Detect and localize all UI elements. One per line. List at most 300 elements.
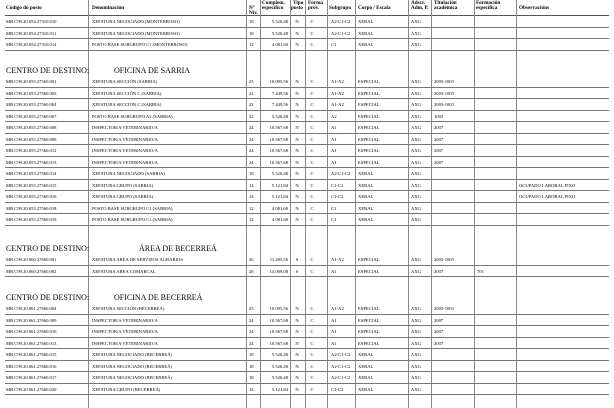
cell-tipo: N bbox=[295, 159, 299, 165]
cell-codigo: MR.C99.20.055.27560.012 bbox=[6, 148, 57, 153]
cell-forma: C bbox=[310, 90, 314, 96]
section-name: ÁREA DE BECERREÁ bbox=[139, 244, 217, 253]
table-row bbox=[0, 145, 614, 157]
cell-nivel: 18 bbox=[249, 19, 254, 24]
cell-nivel: 25 bbox=[249, 79, 254, 84]
cell-subgrupo: A2-C1-C2 bbox=[331, 171, 351, 176]
cell-complemento: 10.567,68 bbox=[269, 340, 288, 346]
cell-corpo: XERAL bbox=[358, 30, 374, 36]
cell-forma: C bbox=[310, 102, 314, 107]
cell-tipo: N bbox=[295, 148, 299, 153]
cell-nivel: 24 bbox=[249, 340, 254, 346]
header-formacion-2: específica bbox=[476, 5, 498, 11]
table-row bbox=[0, 180, 614, 192]
cell-codigo: MR.C99.20.061.27660.004 bbox=[6, 306, 57, 311]
cell-complemento: 4.081,60 bbox=[271, 42, 288, 47]
cell-complemento: 5.121,84 bbox=[271, 194, 288, 199]
cell-complemento: 7.449,56 bbox=[271, 90, 288, 96]
cell-nivel: 24 bbox=[249, 329, 254, 334]
table-row bbox=[0, 168, 614, 180]
table-row bbox=[0, 76, 614, 88]
cell-complemento: 10.567,68 bbox=[269, 125, 288, 130]
cell-tipo: N bbox=[295, 30, 299, 36]
cell-forma: C bbox=[310, 113, 314, 119]
cell-codigo: MR.C99.20.055.27560.013 bbox=[6, 159, 57, 165]
table-row bbox=[0, 384, 614, 396]
cell-nivel: 24 bbox=[249, 148, 254, 153]
cell-corpo: ESPECIAL bbox=[358, 136, 380, 142]
cell-complemento: 10.567,68 bbox=[269, 136, 288, 142]
cell-subgrupo: A1-A2 bbox=[331, 257, 344, 262]
cell-adscr: AXG bbox=[411, 205, 421, 211]
cell-titulacion: 2007 bbox=[434, 148, 444, 153]
cell-tipo: N bbox=[295, 194, 299, 199]
table-row bbox=[0, 326, 614, 338]
cell-complemento: 4.081,60 bbox=[271, 205, 288, 211]
cell-nivel: 24 bbox=[249, 125, 254, 130]
cell-complemento: 7.449,56 bbox=[271, 102, 288, 107]
cell-nivel: 18 bbox=[249, 352, 254, 357]
cell-codigo: MR.C99.20.055.27560.019 bbox=[6, 217, 57, 222]
cell-forma: C bbox=[310, 159, 314, 165]
cell-adscr: AXG bbox=[411, 363, 421, 369]
cell-subgrupo: C1-C2 bbox=[331, 194, 344, 199]
cell-tipo: S bbox=[295, 257, 299, 262]
cell-forma: C bbox=[310, 386, 314, 392]
cell-complemento: 5.526,48 bbox=[271, 171, 288, 176]
cell-nivel: 22 bbox=[249, 102, 254, 107]
table-row bbox=[0, 39, 614, 51]
cell-adscr: AXG bbox=[411, 113, 421, 119]
cell-forma: C bbox=[310, 171, 314, 176]
cell-codigo: MR.C99.20.055.27560.015 bbox=[6, 182, 57, 188]
cell-corpo: XERAL bbox=[358, 19, 374, 24]
cell-forma: C bbox=[310, 268, 314, 274]
cell-subgrupo: A1 bbox=[331, 329, 337, 334]
table-row bbox=[0, 88, 614, 100]
row-rule bbox=[5, 225, 609, 226]
cell-tipo: N bbox=[295, 340, 299, 346]
cell-denominacion: POSTO BASE SUBGRUPO C1 (SARRIA) bbox=[92, 217, 173, 222]
cell-subgrupo: A2 bbox=[331, 113, 337, 119]
header-nivel-1: Nº bbox=[249, 5, 255, 11]
cell-adscr: AXG bbox=[411, 90, 421, 96]
cell-codigo: MR.C99.20.061.27660.010 bbox=[6, 329, 57, 334]
cell-subgrupo: A2-C1-C2 bbox=[331, 19, 351, 24]
cell-denominacion: XEFATURA SECCIÓN (SARRIA) bbox=[92, 79, 158, 84]
table-row bbox=[0, 266, 614, 278]
cell-adscr: AXG bbox=[411, 30, 421, 36]
cell-codigo: MR.C99.20.061.27660.017 bbox=[6, 375, 57, 380]
cell-nivel: 18 bbox=[249, 30, 254, 36]
cell-corpo: ESPECIAL bbox=[358, 317, 380, 323]
cell-subgrupo: C1 bbox=[331, 217, 337, 222]
cell-titulacion: 1003 bbox=[434, 113, 444, 119]
cell-corpo: ESPECIAL bbox=[358, 268, 380, 274]
cell-adscr: AXG bbox=[411, 171, 421, 176]
cell-forma: C bbox=[310, 306, 314, 311]
header-titulacion-2: académica bbox=[434, 5, 458, 11]
cell-denominacion: XEFATURA NEGOCIADO (MONTERROSO) bbox=[92, 30, 180, 36]
cell-nivel: 14 bbox=[249, 194, 254, 199]
cell-nivel: 24 bbox=[249, 159, 254, 165]
cell-adscr: AXG bbox=[411, 375, 421, 380]
cell-forma: C bbox=[310, 340, 314, 346]
table-row bbox=[0, 372, 614, 384]
header-tipo-2: posto bbox=[291, 5, 303, 11]
cell-denominacion: XEFATURA SECCIÓN C (SARRIA) bbox=[92, 90, 162, 96]
cell-complemento: 5.526,48 bbox=[271, 352, 288, 357]
cell-nivel: 24 bbox=[249, 136, 254, 142]
cell-forma: C bbox=[310, 30, 314, 36]
cell-forma: C bbox=[310, 182, 314, 188]
cell-codigo: MR.C99.20.055.27560.014 bbox=[6, 171, 57, 176]
cell-nivel: 12 bbox=[249, 217, 254, 222]
cell-subgrupo: A1-A2 bbox=[331, 90, 344, 96]
cell-corpo: XERAL bbox=[358, 194, 374, 199]
cell-forma: C bbox=[310, 217, 314, 222]
cell-forma: C bbox=[310, 205, 314, 211]
header-complemento-2: específico bbox=[262, 5, 284, 11]
header-corpo: Corpo / Escala bbox=[358, 5, 391, 11]
table-row bbox=[0, 99, 614, 111]
cell-denominacion: XEFATURA SECCIÓN C (SARRIA) bbox=[92, 102, 162, 107]
cell-forma: C bbox=[310, 19, 314, 24]
section-label: CENTRO DE DESTINO: bbox=[6, 244, 90, 253]
cell-complemento: 5.526,48 bbox=[271, 30, 288, 36]
cell-adscr: AXG bbox=[411, 159, 421, 165]
cell-subgrupo: A1 bbox=[331, 125, 337, 130]
cell-complemento: 10.095,56 bbox=[269, 306, 288, 311]
cell-forma: C bbox=[310, 148, 314, 153]
header-complemento-1: Complem. bbox=[262, 0, 285, 6]
cell-subgrupo: C1-C2 bbox=[331, 182, 344, 188]
cell-nivel: 18 bbox=[249, 171, 254, 176]
cell-subgrupo: A1 bbox=[331, 268, 337, 274]
cell-codigo: MR.C99.20.054.27310.011 bbox=[6, 30, 57, 36]
cell-complemento: 10.095,56 bbox=[269, 79, 288, 84]
cell-adscr: AXG bbox=[411, 79, 421, 84]
cell-tipo: N bbox=[295, 90, 299, 96]
cell-titulacion: 2007 bbox=[434, 159, 444, 165]
cell-subgrupo: A1-A2 bbox=[331, 102, 344, 107]
cell-titulacion: 2003-1003 bbox=[434, 79, 454, 84]
cell-denominacion: XEFATURA NEGOCIADO (BECERREÁ) bbox=[92, 363, 173, 369]
cell-denominacion: INSPECTOR/A VETERINARIO/A bbox=[92, 340, 158, 346]
cell-complemento: 5.121,84 bbox=[271, 182, 288, 188]
cell-codigo: MR.C99.20.060.27660.002 bbox=[6, 268, 57, 274]
cell-denominacion: XEFATURA GRUPO (BECERREÁ) bbox=[92, 386, 161, 392]
cell-codigo: MR.C99.20.055.27560.008 bbox=[6, 125, 57, 130]
cell-nivel: 12 bbox=[249, 42, 254, 47]
section-name: OFICINA DE BECERREÁ bbox=[114, 293, 203, 302]
cell-codigo: MR.C99.20.061.27660.015 bbox=[6, 352, 57, 357]
cell-tipo: N bbox=[295, 102, 299, 107]
table-row bbox=[0, 361, 614, 373]
cell-corpo: ESPECIAL bbox=[358, 306, 380, 311]
cell-corpo: XERAL bbox=[358, 171, 374, 176]
cell-complemento: 11.285,56 bbox=[269, 257, 288, 262]
cell-denominacion: XEFATURA GRUPO (SARRIA) bbox=[92, 182, 154, 188]
cell-nivel: 26 bbox=[249, 268, 254, 274]
table-row bbox=[0, 338, 614, 350]
cell-corpo: XERAL bbox=[358, 363, 374, 369]
cell-nivel: 14 bbox=[249, 182, 254, 188]
cell-tipo: N bbox=[295, 386, 299, 392]
cell-adscr: AXG bbox=[411, 257, 421, 262]
cell-complemento: 5.526,48 bbox=[271, 375, 288, 380]
section-name: OFICINA DE SARRIA bbox=[114, 66, 191, 75]
cell-forma: C bbox=[310, 317, 314, 323]
cell-subgrupo: C1 bbox=[331, 42, 337, 47]
cell-tipo: N bbox=[295, 125, 299, 130]
cell-codigo: MR.C99.20.061.27660.016 bbox=[6, 363, 57, 369]
cell-denominacion: INSPECTOR/A VETERINARIO/A bbox=[92, 317, 158, 323]
cell-subgrupo: C1-C2 bbox=[331, 386, 344, 392]
cell-adscr: AXG bbox=[411, 148, 421, 153]
cell-titulacion: 2007 bbox=[434, 125, 444, 130]
cell-denominacion: POSTO BASE SUBGRUPO C1 (SARRIA) bbox=[92, 205, 173, 211]
header-subgrupo: Subgrupo bbox=[329, 5, 351, 11]
cell-complemento: 10.567,68 bbox=[269, 317, 288, 323]
cell-denominacion: XEFATURA GRUPO (SARRIA) bbox=[92, 194, 154, 199]
cell-denominacion: XEFATURA NEGOCIADO (SARRIA) bbox=[92, 171, 165, 176]
cell-codigo: MR.C99.20.055.27560.004 bbox=[6, 102, 57, 107]
cell-codigo: MR.C99.20.055.27560.003 bbox=[6, 90, 57, 96]
cell-denominacion: INSPECTOR/A VETERINARIO/A bbox=[92, 136, 158, 142]
cell-nivel: 18 bbox=[249, 363, 254, 369]
cell-subgrupo: A1 bbox=[331, 317, 337, 323]
cell-adscr: AXG bbox=[411, 217, 421, 222]
cell-denominacion: POSTO BASE SUBGRUPO A2 (SARRIA) bbox=[92, 113, 173, 119]
cell-titulacion: 2007 bbox=[434, 329, 444, 334]
cell-tipo: N bbox=[295, 306, 299, 311]
cell-tipo: N bbox=[295, 79, 299, 84]
cell-corpo: ESPECIAL bbox=[358, 257, 380, 262]
cell-forma: C bbox=[310, 329, 314, 334]
cell-adscr: AXG bbox=[411, 386, 421, 392]
cell-corpo: ESPECIAL bbox=[358, 79, 380, 84]
header-adscr-2: Adm. P. bbox=[411, 5, 429, 11]
cell-titulacion: 2003-1003 bbox=[434, 90, 454, 96]
cell-adscr: AXG bbox=[411, 42, 421, 47]
cell-nivel: 25 bbox=[249, 306, 254, 311]
table-row bbox=[0, 254, 614, 266]
cell-codigo: MR.C99.20.055.27560.018 bbox=[6, 205, 57, 211]
cell-titulacion: 2007 bbox=[434, 317, 444, 323]
cell-complemento: 10.567,68 bbox=[269, 329, 288, 334]
cell-codigo: MR.C99.20.061.27660.020 bbox=[6, 386, 57, 392]
cell-forma: C bbox=[310, 42, 314, 47]
cell-corpo: ESPECIAL bbox=[358, 113, 380, 119]
cell-adscr: AXG bbox=[411, 317, 421, 323]
table-row bbox=[0, 214, 614, 226]
cell-corpo: XERAL bbox=[358, 205, 374, 211]
cell-denominacion: XEFATURA NEGOCIADO (MONTERROSO) bbox=[92, 19, 180, 24]
cell-nivel: 14 bbox=[249, 386, 254, 392]
cell-tipo: S bbox=[295, 268, 299, 274]
cell-denominacion: INSPECTOR/A VETERINARIO/A bbox=[92, 125, 158, 130]
cell-subgrupo: A1 bbox=[331, 136, 337, 142]
cell-adscr: AXG bbox=[411, 125, 421, 130]
cell-codigo: MR.C99.20.055.27560.016 bbox=[6, 194, 57, 199]
cell-denominacion: POSTO BASE SUBGRUPO C1 (MONTERROSO) bbox=[92, 42, 188, 47]
cell-subgrupo: A2-C1-C2 bbox=[331, 375, 351, 380]
cell-complemento: 5.526,48 bbox=[271, 19, 288, 24]
cell-forma: C bbox=[310, 257, 314, 262]
cell-denominacion: INSPECTOR/A VETERINARIO/A bbox=[92, 159, 158, 165]
cell-corpo: ESPECIAL bbox=[358, 90, 380, 96]
cell-adscr: AXG bbox=[411, 194, 421, 199]
table-row bbox=[0, 349, 614, 361]
cell-corpo: ESPECIAL bbox=[358, 159, 380, 165]
cell-subgrupo: A2-C1-C2 bbox=[331, 363, 351, 369]
cell-corpo: XERAL bbox=[358, 375, 374, 380]
cell-adscr: AXG bbox=[411, 329, 421, 334]
cell-forma: C bbox=[310, 194, 314, 199]
cell-corpo: ESPECIAL bbox=[358, 125, 380, 130]
cell-subgrupo: C1 bbox=[331, 205, 337, 211]
cell-titulacion: 2003-1003 bbox=[434, 306, 454, 311]
table-row bbox=[0, 16, 614, 28]
cell-nivel: 22 bbox=[249, 113, 254, 119]
cell-tipo: N bbox=[295, 363, 299, 369]
cell-corpo: XERAL bbox=[358, 217, 374, 222]
cell-nivel: 12 bbox=[249, 205, 254, 211]
cell-tipo: N bbox=[295, 19, 299, 24]
cell-nivel: 26 bbox=[249, 257, 254, 262]
cell-complemento: 10.567,68 bbox=[269, 148, 288, 153]
cell-codigo: MR.C99.20.060.27660.001 bbox=[6, 257, 57, 262]
cell-denominacion: XEFATURA NEGOCIADO (BECERREÁ) bbox=[92, 352, 173, 357]
cell-tipo: N bbox=[295, 329, 299, 334]
cell-subgrupo: A2-C1-C2 bbox=[331, 30, 351, 36]
cell-corpo: ESPECIAL bbox=[358, 148, 380, 153]
cell-forma: C bbox=[310, 125, 314, 130]
cell-corpo: ESPECIAL bbox=[358, 102, 380, 107]
cell-adscr: AXG bbox=[411, 340, 421, 346]
cell-complemento: 14.009,08 bbox=[269, 268, 288, 274]
cell-corpo: ESPECIAL bbox=[358, 329, 380, 334]
cell-codigo: MR.C99.20.055.27560.001 bbox=[6, 79, 57, 84]
row-rule bbox=[5, 394, 609, 395]
cell-titulacion: 2003-1003 bbox=[434, 257, 454, 262]
cell-adscr: AXG bbox=[411, 352, 421, 357]
cell-formacion: 701 bbox=[477, 268, 484, 274]
cell-subgrupo: A1 bbox=[331, 159, 337, 165]
cell-tipo: N bbox=[295, 42, 299, 47]
table-row bbox=[0, 111, 614, 123]
cell-tipo: N bbox=[295, 113, 299, 119]
table-row bbox=[0, 28, 614, 40]
cell-complemento: 5.526,48 bbox=[271, 363, 288, 369]
table-row bbox=[0, 157, 614, 169]
header-denominacion: Denominación bbox=[92, 5, 124, 11]
cell-tipo: N bbox=[295, 205, 299, 211]
cell-denominacion: INSPECTOR/A VETERINARIO/A bbox=[92, 148, 158, 153]
table-row bbox=[0, 134, 614, 146]
header-nivel-2: Niv. bbox=[249, 10, 258, 16]
cell-adscr: AXG bbox=[411, 19, 421, 24]
cell-complemento: 5.526,48 bbox=[271, 113, 288, 119]
cell-codigo: MR.C99.20.055.27560.009 bbox=[6, 136, 57, 142]
header-forma-1: Forma bbox=[308, 0, 323, 6]
cell-adscr: AXG bbox=[411, 306, 421, 311]
header-observaciones: Observacións bbox=[519, 5, 549, 11]
cell-subgrupo: A1 bbox=[331, 148, 337, 153]
cell-subgrupo: A2-C1-C2 bbox=[331, 352, 351, 357]
cell-corpo: XERAL bbox=[358, 182, 374, 188]
cell-titulacion: 2007 bbox=[434, 340, 444, 346]
table-row bbox=[0, 191, 614, 203]
cell-tipo: N bbox=[295, 375, 299, 380]
cell-codigo: MR.C99.20.061.27660.009 bbox=[6, 317, 57, 323]
cell-nivel: 18 bbox=[249, 375, 254, 380]
cell-subgrupo: A1-A2 bbox=[331, 306, 344, 311]
header-formacion-1: Formación bbox=[476, 0, 501, 6]
cell-corpo: XERAL bbox=[358, 352, 374, 357]
cell-denominacion: INSPECTOR/A VETERINARIO/A bbox=[92, 329, 158, 334]
cell-titulacion: 2007 bbox=[434, 136, 444, 142]
cell-forma: C bbox=[310, 136, 314, 142]
cell-complemento: 10.567,68 bbox=[269, 159, 288, 165]
cell-tipo: N bbox=[295, 352, 299, 357]
cell-denominacion: XEFATURA AREA COMARCAL bbox=[92, 268, 156, 274]
cell-corpo: ESPECIAL bbox=[358, 340, 380, 346]
header-tipo-1: Tipo bbox=[293, 0, 304, 6]
cell-titulacion: 2007 bbox=[434, 268, 444, 274]
table-row bbox=[0, 122, 614, 134]
cell-denominacion: XEFATURA NEGOCIADO (BECERREÁ) bbox=[92, 375, 173, 380]
header-codigo: Código do posto bbox=[6, 5, 42, 11]
cell-tipo: N bbox=[295, 182, 299, 188]
section-label: CENTRO DE DESTINO: bbox=[6, 66, 90, 75]
cell-observaciones: OCUPADO LABORAL FIXO bbox=[519, 194, 576, 199]
cell-complemento: 4.081,60 bbox=[271, 217, 288, 222]
section-label: CENTRO DE DESTINO: bbox=[6, 293, 90, 302]
cell-adscr: AXG bbox=[411, 268, 421, 274]
cell-adscr: AXG bbox=[411, 182, 421, 188]
cell-codigo: MR.C99.20.054.27310.014 bbox=[6, 42, 57, 47]
cell-tipo: N bbox=[295, 217, 299, 222]
cell-forma: C bbox=[310, 79, 314, 84]
cell-forma: C bbox=[310, 363, 314, 369]
cell-adscr: AXG bbox=[411, 102, 421, 107]
cell-tipo: N bbox=[295, 136, 299, 142]
cell-corpo: XERAL bbox=[358, 42, 374, 47]
cell-forma: C bbox=[310, 375, 314, 380]
cell-subgrupo: A1-A2 bbox=[331, 79, 344, 84]
cell-titulacion: 2003-1003 bbox=[434, 102, 454, 107]
table-row bbox=[0, 303, 614, 315]
cell-denominacion: XEFATURA SECCIÓN (BECERREÁ) bbox=[92, 306, 165, 311]
cell-complemento: 5.121,84 bbox=[271, 386, 288, 392]
table-row bbox=[0, 203, 614, 215]
cell-codigo: MR.C99.20.061.27660.013 bbox=[6, 340, 57, 346]
cell-codigo: MR.C99.20.054.27310.010 bbox=[6, 19, 57, 24]
row-rule bbox=[5, 276, 609, 277]
header-titulacion-1: Titulación bbox=[434, 0, 457, 6]
cell-codigo: MR.C99.20.055.27560.007 bbox=[6, 113, 57, 119]
cell-tipo: N bbox=[295, 171, 299, 176]
cell-adscr: AXG bbox=[411, 136, 421, 142]
header-forma-2: prov. bbox=[308, 5, 320, 11]
table-row bbox=[0, 315, 614, 327]
cell-observaciones: OCUPADO LABORAL FIXO bbox=[519, 182, 576, 188]
cell-denominacion: XEFATURA AREA DE SERVIZOS AGRARIOS bbox=[92, 257, 183, 262]
cell-nivel: 22 bbox=[249, 90, 254, 96]
cell-tipo: N bbox=[295, 317, 299, 323]
